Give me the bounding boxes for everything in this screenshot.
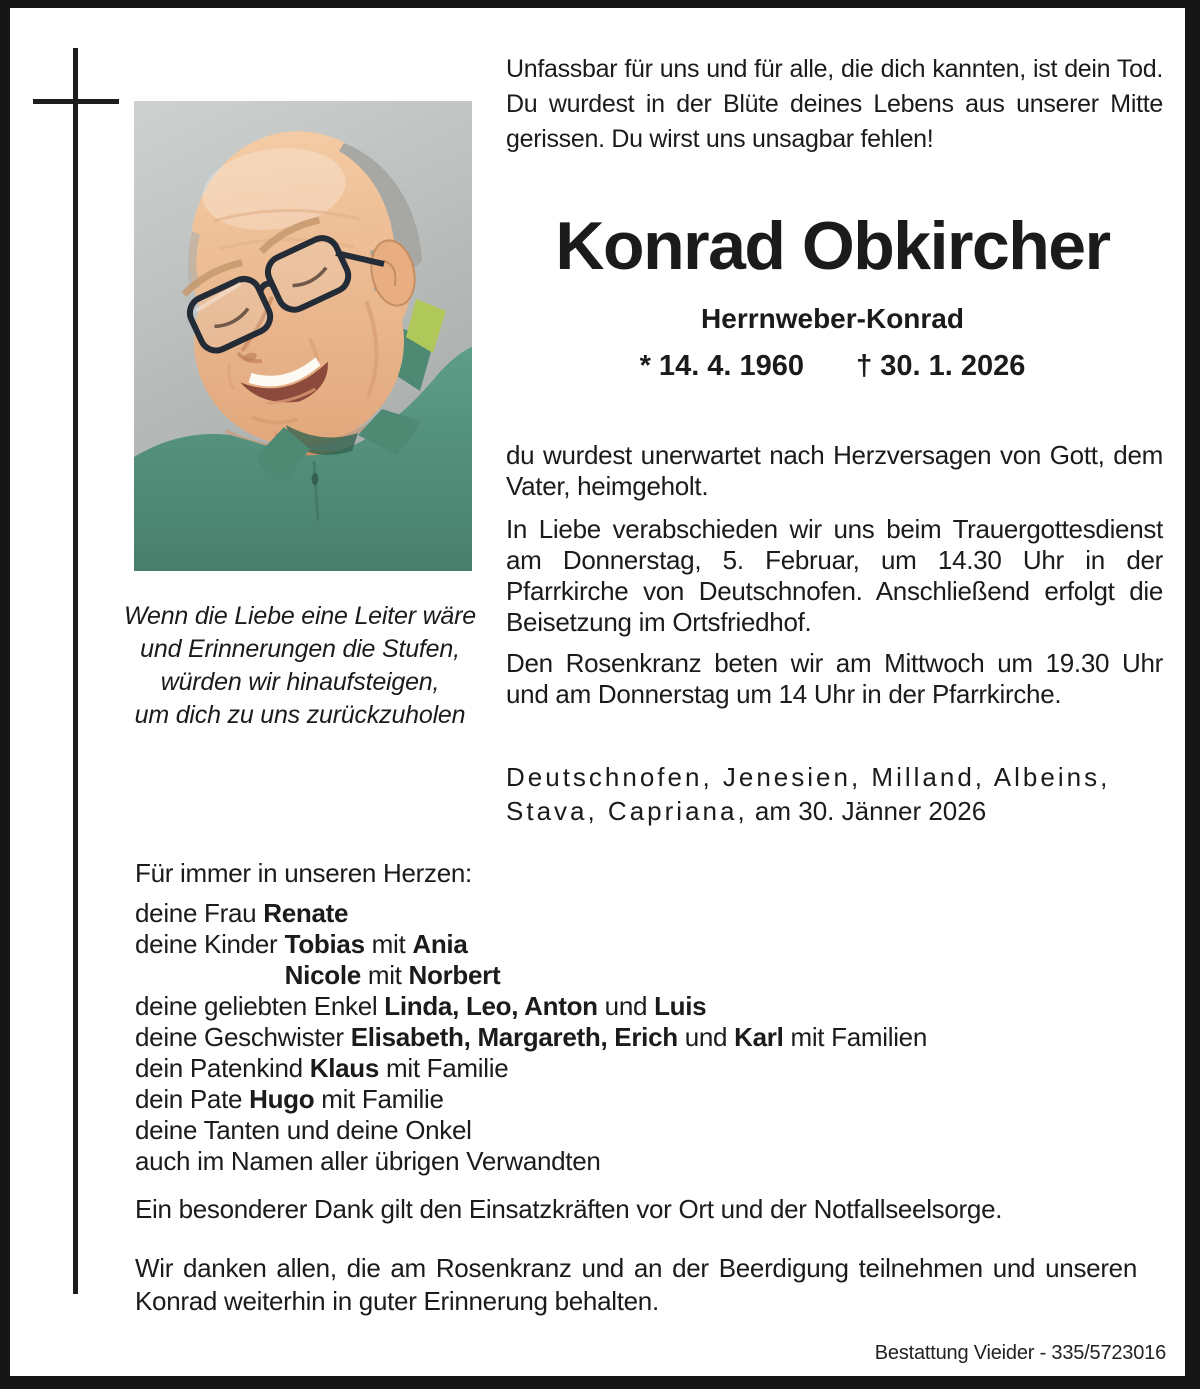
locations-places: Deutschnofen, Jenesien, Milland, Albeins, Stava, Capriana, [506, 762, 1111, 826]
family-heading: Für immer in unseren Herzen: [135, 858, 472, 888]
memorial-poem [95, 600, 505, 732]
poem-line: würden wir hinaufsteigen, [160, 668, 440, 696]
family-name: Linda, Leo, Anton [384, 991, 598, 1021]
death-date: † 30. 1. 2026 [856, 350, 1026, 382]
portrait-illustration [134, 101, 472, 571]
locations-line [506, 760, 1166, 828]
family-line-kinder [135, 929, 1150, 991]
family-name: Luis [654, 991, 707, 1021]
family-text: mit Familie [379, 1053, 509, 1083]
family-name: Karl [734, 1022, 784, 1052]
family-text: deine geliebten Enkel [135, 991, 385, 1021]
deceased-name: Konrad Obkircher [555, 208, 1110, 284]
family-child-row [285, 960, 501, 991]
family-text: und [597, 991, 655, 1021]
family-line-patenkind [135, 1053, 1150, 1084]
locations-date: am 30. Jänner 2026 [747, 796, 987, 826]
thanks-paragraph-1: Ein besonderer Dank gilt den Einsatzkräften vor Ort und der Notfallseelsorge. [135, 1194, 1003, 1224]
family-text: mit Familie [314, 1084, 444, 1114]
family-text: mit [360, 960, 409, 990]
funeral-home-credit: Bestattung Vieider - 335/5723016 [874, 1342, 1166, 1364]
family-section [135, 858, 1150, 1177]
family-line-geschwister [135, 1022, 1150, 1053]
family-text: deine Frau [135, 898, 264, 928]
family-name: Elisabeth, Margareth, Erich [350, 1022, 678, 1052]
family-name: Tobias [284, 929, 365, 959]
family-name: Klaus [309, 1053, 380, 1083]
family-text: mit Familien [783, 1022, 927, 1052]
family-name: Norbert [408, 960, 501, 990]
family-text: dein Pate [135, 1084, 250, 1114]
portrait-photo [134, 101, 472, 571]
poem-line: und Erinnerungen die Stufen, [140, 635, 460, 663]
cross-horizontal-bar [33, 99, 119, 104]
family-name: Renate [263, 898, 349, 928]
family-line-pate [135, 1084, 1150, 1115]
family-name: Ania [412, 929, 468, 959]
poem-line: um dich zu uns zurückzuholen [134, 701, 466, 729]
family-line-verwandte: auch im Namen aller übrigen Verwandten [135, 1146, 601, 1176]
family-line-frau [135, 898, 1150, 929]
family-text: deine Kinder [135, 929, 278, 959]
family-text: mit [364, 929, 413, 959]
family-text: dein Patenkind [135, 1053, 310, 1083]
announcement-paragraph-3: Den Rosenkranz beten wir am Mittwoch um 19.30 Uhr und am Donnerstag um 14 Uhr in der Pfarrkirche. [506, 648, 1163, 709]
announcement-paragraph-2: In Liebe verabschieden wir uns beim Trauergottesdienst am Donnerstag, 5. Februar, um 14.30 Uhr in der Pfarrkirche von Deutschnofen. Anschließend erfolgt die Beisetzung im Ortsfriedhof. [506, 514, 1163, 637]
family-text: deine Geschwister [135, 1022, 351, 1052]
announcement-paragraph-1: du wurdest unerwartet nach Herzversagen von Gott, dem Vater, heimgeholt. [506, 440, 1163, 501]
family-line-enkel [135, 991, 1150, 1022]
deceased-house-name: Herrnweber-Konrad [701, 303, 964, 334]
children-column [285, 929, 501, 991]
family-line-tanten: deine Tanten und deine Onkel [135, 1115, 472, 1145]
thanks-paragraph-2: Wir danken allen, die am Rosenkranz und an der Beerdigung teilnehmen und unseren Konrad weiterhin in guter Erinnerung behalten. [135, 1253, 1137, 1316]
intro-text: Unfassbar für uns und für alle, die dich kannten, ist dein Tod. Du wurdest in der Blüte deines Lebens aus unserer Mitte gerissen. Du wirst uns unsagbar fehlen! [506, 55, 1163, 153]
family-child-row [285, 929, 501, 960]
poem-line: Wenn die Liebe eine Leiter wäre [124, 602, 476, 630]
family-name: Nicole [284, 960, 361, 990]
cross-vertical-bar [73, 48, 78, 1294]
life-dates [500, 349, 1165, 383]
family-name: Hugo [249, 1084, 315, 1114]
family-text: und [677, 1022, 735, 1052]
birth-date: * 14. 4. 1960 [639, 350, 805, 382]
